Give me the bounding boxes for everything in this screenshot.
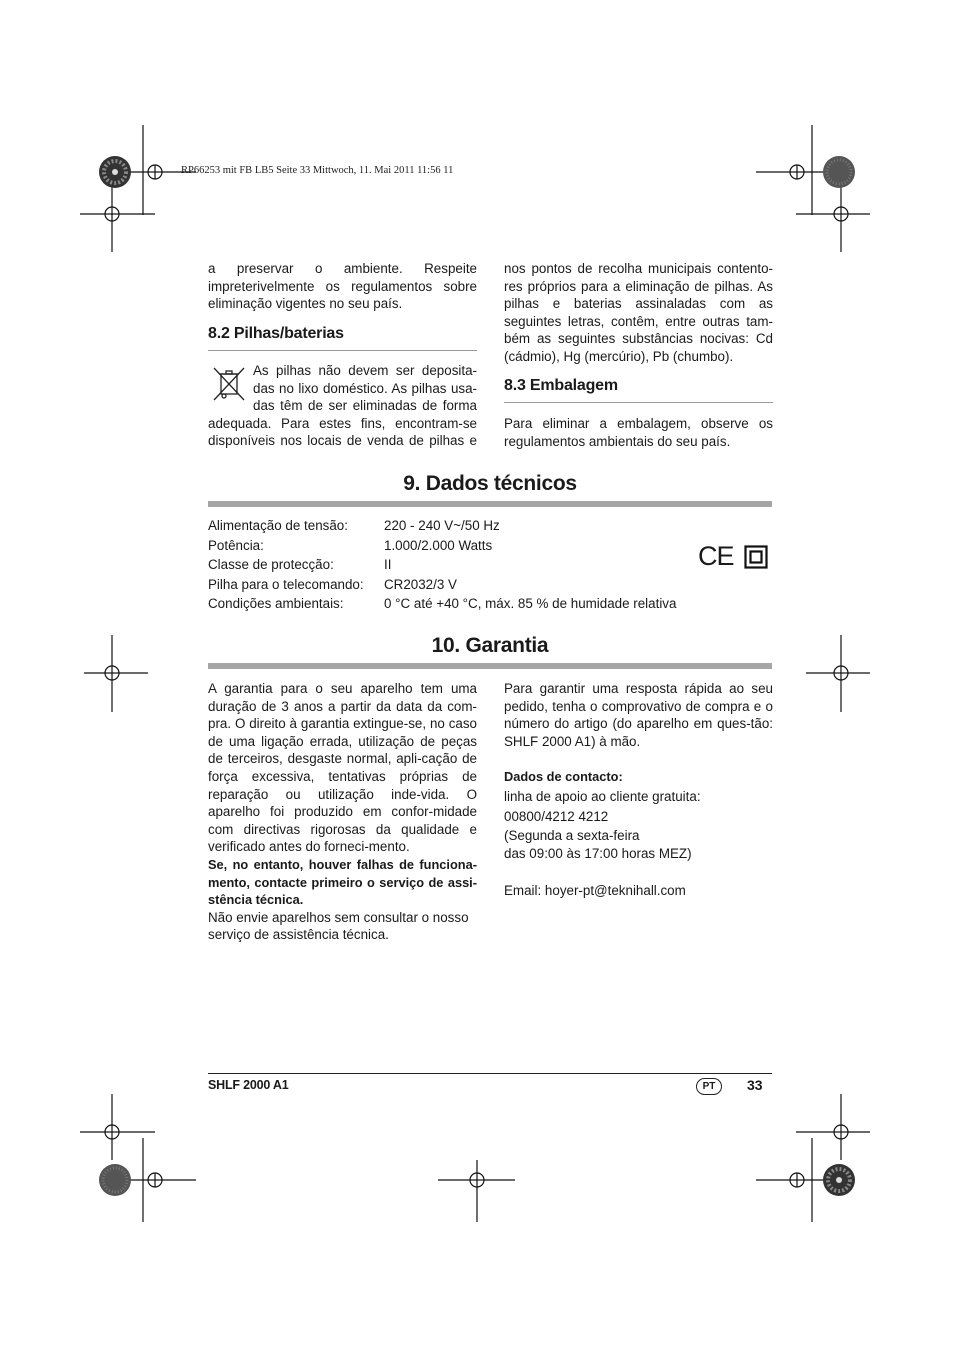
spec-value: 220 - 240 V~/50 Hz	[384, 518, 500, 533]
spec-label: Condições ambientais:	[208, 596, 344, 611]
spec-value: CR2032/3 V	[384, 577, 457, 592]
hotline-phone: 00800/4212 4212	[504, 808, 609, 824]
section-9-heading: 9. Dados técnicos	[403, 472, 577, 495]
section-8-3-text: Para eliminar a embalagem, observe os regulamentos ambientais do seu país.	[504, 416, 773, 449]
spec-value: 1.000/2.000 Watts	[384, 538, 493, 553]
section-8-2-line: das têm de ser eliminadas de forma	[253, 398, 477, 414]
spec-value: 0 °C até +40 °C, máx. 85 % de humidade relativa	[384, 596, 677, 611]
contact-heading: Dados de contacto:	[504, 769, 623, 785]
warranty-service-notice: Se, no entanto, houver falhas de funciona-mento, contacte primeiro o serviço de assi-stência técnica.	[208, 856, 477, 908]
section-8-2-rule	[208, 350, 477, 351]
footer-model: SHLF 2000 A1	[208, 1078, 289, 1092]
ce-mark-icon: CE	[698, 541, 734, 571]
section-8-2-line: adequada. Para estes fins, encontram-se	[208, 415, 477, 431]
section-8-2-line: As pilhas não devem ser deposita-	[253, 363, 477, 378]
warranty-proof-paragraph: Para garantir uma resposta rápida ao seu pedido, tenha o comprovativo de compra e o número do artigo (do aparelho em ques-tão: SHLF 2000 A1) à mão.	[504, 681, 773, 749]
section-8-3-heading: 8.3 Embalagem	[504, 377, 618, 394]
spec-label: Pilha para o telecomando:	[208, 577, 364, 592]
section-10-bar	[208, 663, 772, 669]
spec-value: II	[384, 557, 392, 572]
section-8-2-line: das no lixo doméstico. As pilhas usa-	[253, 380, 477, 396]
page-number: 33	[747, 1077, 763, 1093]
hotline-label: linha de apoio ao cliente gratuita:	[504, 788, 701, 804]
section-10-heading: 10. Garantia	[431, 634, 549, 657]
contact-email: Email: hoyer-pt@teknihall.com	[504, 883, 686, 899]
spec-label: Potência:	[208, 538, 264, 553]
section-8-2-line: disponíveis nos locais de venda de pilhas e	[208, 433, 477, 449]
spec-label: Classe de protecção:	[208, 557, 334, 572]
section-9-bar	[208, 501, 772, 507]
intro-paragraph: a preservar o ambiente. Respeite impreterivelmente os regulamentos sobre eliminação vigentes no seu país.	[208, 261, 477, 312]
warranty-return-notice: Não envie aparelhos sem consultar o nosso serviço de assistência técnica.	[208, 909, 469, 943]
warranty-left-column	[208, 680, 477, 944]
section-8-2-text	[208, 362, 477, 450]
footer-rule	[208, 1073, 772, 1074]
warranty-terms-paragraph: A garantia para o seu aparelho tem uma duração de 3 anos a partir da data da com-pra. O direito à garantia extingue-se, no caso de uma ligação errada, utilização de peças de terceiros, desgaste normal, apli-cação de força excessiva, tentativas próprias de reparação ou utilização inde-vida. O aparelho foi produzido em confor-midade com directivas rigorosas da qualidade e verificado antes do forneci-mento.	[208, 681, 477, 855]
protection-class-ii-icon	[744, 545, 768, 569]
language-badge: PT	[696, 1078, 722, 1095]
section-8-3-rule	[504, 402, 773, 403]
warranty-right-column	[504, 680, 773, 900]
hotline-hours: das 09:00 às 17:00 horas MEZ)	[504, 845, 692, 861]
section-8-2-heading: 8.2 Pilhas/baterias	[208, 325, 344, 342]
hotline-hours: (Segunda a sexta-feira	[504, 828, 640, 844]
spec-label: Alimentação de tensão:	[208, 518, 348, 533]
battery-disposal-paragraph: nos pontos de recolha municipais contento-res próprios para a eliminação de pilhas. As pilhas e baterias assinaladas com as seguintes letras, contêm, entre outras tam-bém as seguintes substâncias nocivas: Cd (cádmio), Hg (mercúrio), Pb (chumbo).	[504, 261, 773, 364]
print-slug: RP66253 mit FB LB5 Seite 33 Mittwoch, 11. Mai 2011 11:56 11	[181, 165, 454, 176]
